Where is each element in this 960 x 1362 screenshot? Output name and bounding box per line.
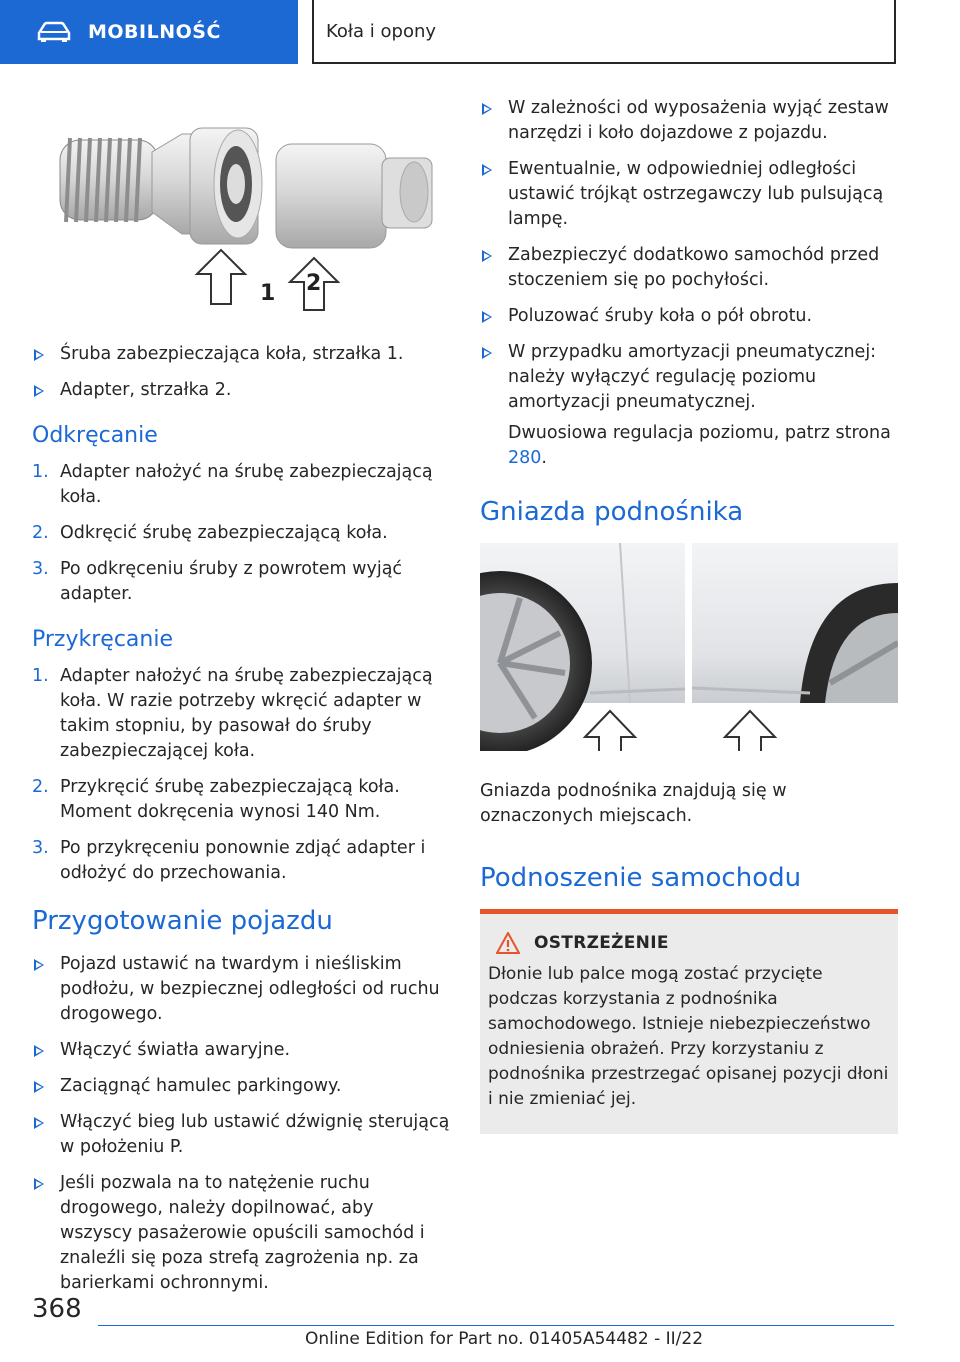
- bullet-arrow-icon: [482, 164, 492, 176]
- list-item: Zaciągnąć hamulec parkingowy.: [32, 1074, 450, 1099]
- jack-caption: Gniazda podnośnika znajdują się w oznaczonych miejscach.: [480, 781, 787, 826]
- bullet-arrow-icon: [34, 349, 44, 361]
- list-item: Pojazd ustawić na twardym i nieśliskim podłożu, w bezpiecznej odległości od ruchu drogowego.: [32, 952, 450, 1027]
- list-item: Ewentualnie, w odpowiedniej odległości ustawić trójkąt ostrzegawczy lub pulsującą lampę.: [480, 157, 898, 232]
- list-item: 2. Odkręcić śrubę zabezpieczającą koła.: [32, 523, 388, 543]
- warning-box: [480, 909, 898, 1134]
- bullet-arrow-icon: [34, 1117, 44, 1129]
- warning-title: OSTRZEŻENIE: [534, 933, 669, 953]
- list-item: W przypadku amortyzacji pneumatycznej: należy wyłączyć regulację poziomu amortyzacji pneumatycznej.: [480, 340, 898, 415]
- left-column: [32, 96, 450, 1307]
- bullet-arrow-icon: [482, 103, 492, 115]
- chapter-tab: [0, 0, 298, 64]
- list-item: 3. Po przykręceniu ponownie zdjąć adapter i odłożyć do przechowania.: [32, 838, 426, 883]
- bullet-arrow-icon: [34, 385, 44, 397]
- heading-jack-points: Gniazda podnośnika: [480, 497, 744, 527]
- warning-triangle-icon: [496, 932, 520, 954]
- car-icon: [36, 21, 72, 43]
- bullet-arrow-icon: [34, 1178, 44, 1190]
- right-column: [480, 96, 898, 1134]
- warning-header: [488, 932, 890, 954]
- bullet-arrow-icon: [482, 347, 492, 359]
- heading-lifting: Podnoszenie samochodu: [480, 863, 802, 893]
- footer-divider: [98, 1325, 894, 1326]
- bullet-arrow-icon: [34, 1081, 44, 1093]
- arrow-label-2: 2: [306, 271, 322, 296]
- page-number: 368: [32, 1294, 82, 1324]
- list-item: Zabezpieczyć dodatkowo samochód przed stoczeniem się po pochyłości.: [480, 243, 898, 293]
- wheel-bolt-illustration: [32, 96, 450, 316]
- list-item: 2. Przykręcić śrubę zabezpieczającą koła. Moment dokręcenia wynosi 140 Nm.: [32, 777, 400, 822]
- list-item: Śruba zabezpieczająca koła, strzałka 1.: [32, 342, 450, 367]
- cross-reference: Dwuosiowa regulacja poziomu, patrz strona 280.: [508, 423, 891, 468]
- section-title: Koła i opony: [312, 0, 896, 64]
- list-item: 1. Adapter nałożyć na śrubę zabezpieczającą koła.: [32, 462, 433, 507]
- footer-edition: Online Edition for Part no. 01405A54482 - II/22: [305, 1329, 704, 1349]
- heading-unscrew: Odkręcanie: [32, 423, 158, 448]
- page-link[interactable]: 280: [508, 448, 542, 468]
- jack-points-figure: [480, 543, 898, 751]
- warning-text: Dłonie lub palce mogą zostać przycięte podczas korzystania z podnośnika samochodowego. Istnieje niebezpieczeństwo odniesienia obrażeń. Przy korzystaniu z podnośnika przestrzegać opisanej pozycji dłoni i nie zmieniać jej.: [488, 964, 889, 1109]
- wheel-bolt-figure: [32, 96, 450, 316]
- list-item: Adapter, strzałka 2.: [32, 378, 450, 403]
- list-item: W zależności od wyposażenia wyjąć zestaw narzędzi i koło dojazdowe z pojazdu.: [480, 96, 898, 146]
- list-item: Poluzować śruby koła o pół obrotu.: [480, 304, 898, 329]
- arrow-label-1: 1: [260, 281, 276, 306]
- heading-screw: Przykręcanie: [32, 627, 173, 652]
- list-item: Włączyć bieg lub ustawić dźwignię sterującą w położeniu P.: [32, 1110, 450, 1160]
- jack-points-illustration: [480, 543, 898, 751]
- bullet-arrow-icon: [34, 959, 44, 971]
- bullet-arrow-icon: [482, 250, 492, 262]
- chapter-title: MOBILNOŚĆ: [88, 21, 221, 43]
- list-item: Włączyć światła awaryjne.: [32, 1038, 450, 1063]
- heading-vehicle-prep: Przygotowanie pojazdu: [32, 906, 333, 936]
- list-item: 3. Po odkręceniu śruby z powrotem wyjąć adapter.: [32, 559, 403, 604]
- list-item: 1. Adapter nałożyć na śrubę zabezpieczającą koła. W razie potrzeby wkręcić adapter w takim stopniu, by pasował do śruby zabezpieczającej koła.: [32, 666, 433, 761]
- bullet-arrow-icon: [482, 311, 492, 323]
- bullet-arrow-icon: [34, 1045, 44, 1057]
- list-item: Jeśli pozwala na to natężenie ruchu drogowego, należy dopilnować, aby wszyscy pasażerowie opuścili samochód i znaleźli się poza strefą zagrożenia np. za barierkami ochronnymi.: [32, 1171, 450, 1296]
